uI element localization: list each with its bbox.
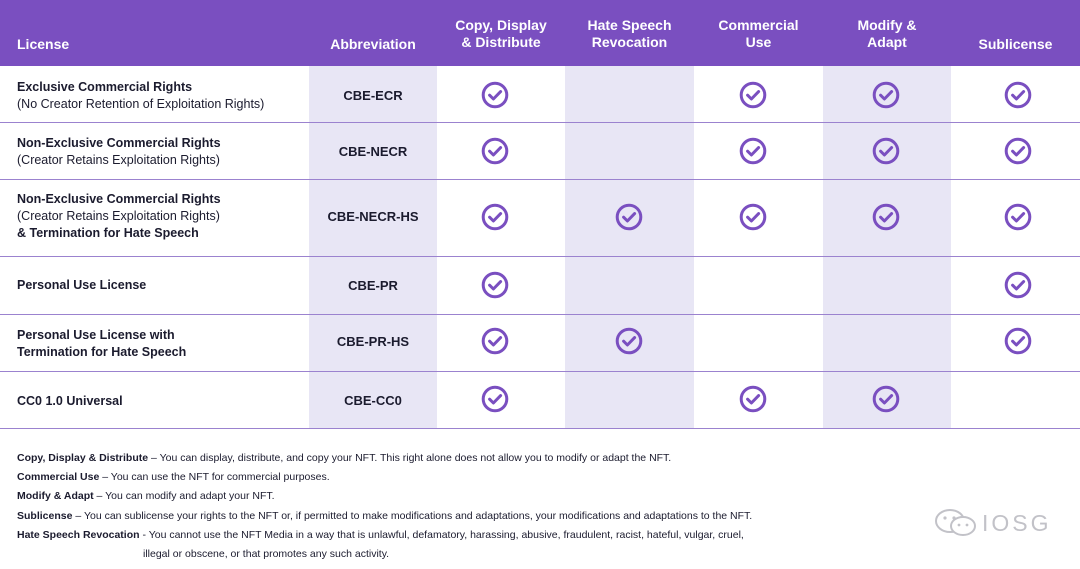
license-title: Personal Use License [17, 278, 147, 292]
check-circle-icon [481, 81, 509, 109]
legend-item [17, 471, 330, 484]
header-license: License [17, 36, 70, 52]
row-divider [0, 179, 1080, 180]
check-circle-icon [872, 203, 900, 231]
license-title: Non-Exclusive Commercial Rights [17, 136, 221, 150]
license-title: Personal Use License with [17, 328, 175, 342]
legend-text: – You can display, distribute, and copy your NFT. This right alone does not allow you to modify or adapt the NFT. [148, 452, 672, 464]
check-circle-icon [872, 385, 900, 413]
license-abbreviation: CBE-NECR [338, 144, 408, 159]
license-abbreviation: CBE-PR-HS [336, 334, 410, 349]
license-extra: & Termination for Hate Speech [17, 226, 199, 240]
legend-item [17, 490, 275, 503]
license-title: CC0 1.0 Universal [17, 394, 123, 408]
license-name [17, 277, 146, 294]
check-circle-icon [615, 327, 643, 355]
legend-continuation: illegal or obscene, or that promotes any such activity. [143, 548, 390, 560]
legend-text: – You can modify and adapt your NFT. [93, 490, 275, 502]
license-title: Non-Exclusive Commercial Rights [17, 192, 221, 206]
row-divider [0, 256, 1080, 257]
check-circle-icon [481, 327, 509, 355]
check-circle-icon [872, 81, 900, 109]
license-name [17, 79, 264, 113]
check-circle-icon [739, 137, 767, 165]
legend-term: Commercial Use [17, 471, 100, 483]
check-circle-icon [1004, 137, 1032, 165]
abbreviation-column-bg [309, 66, 437, 429]
header-sublicense: Sublicense [978, 36, 1053, 52]
check-circle-icon [615, 203, 643, 231]
header-abbreviation: Abbreviation [330, 36, 416, 52]
legend-item [17, 529, 744, 542]
check-circle-icon [481, 203, 509, 231]
header-copy-display: Copy, Display & Distribute [455, 17, 547, 50]
wechat-icon [934, 508, 978, 538]
license-name [17, 327, 186, 361]
modify-column-bg [823, 66, 951, 429]
header-commercial: Commercial Use [718, 17, 799, 50]
check-circle-icon [481, 137, 509, 165]
check-circle-icon [1004, 271, 1032, 299]
watermark-text: IOSG [982, 509, 1052, 536]
license-abbreviation: CBE-CC0 [344, 393, 402, 408]
license-abbreviation: CBE-NECR-HS [327, 209, 419, 224]
check-circle-icon [1004, 327, 1032, 355]
check-circle-icon [1004, 203, 1032, 231]
header-modify: Modify & Adapt [857, 17, 917, 50]
license-name [17, 393, 123, 410]
legend-item [17, 452, 671, 465]
header-hate-speech: Hate Speech Revocation [587, 17, 672, 50]
legend-text: - You cannot use the NFT Media in a way that is unlawful, defamatory, harassing, abusive, fraudulent, racist, hateful, vulgar, cruel, [139, 529, 744, 541]
license-name [17, 135, 221, 169]
license-extra: Termination for Hate Speech [17, 345, 187, 359]
check-circle-icon [1004, 81, 1032, 109]
license-name [17, 191, 221, 242]
row-divider [0, 371, 1080, 372]
check-circle-icon [481, 271, 509, 299]
legend-term: Modify & Adapt [17, 490, 94, 502]
check-circle-icon [872, 137, 900, 165]
row-divider [0, 428, 1080, 429]
table-header [0, 0, 1080, 66]
license-subtitle: (Creator Retains Exploitation Rights) [17, 209, 220, 223]
check-circle-icon [739, 203, 767, 231]
check-circle-icon [481, 385, 509, 413]
legend-text: – You can sublicense your rights to the NFT or, if permitted to make modifications and adaptations, your modifications and adaptations to the NFT. [72, 510, 753, 522]
check-circle-icon [739, 81, 767, 109]
license-abbreviation: CBE-PR [348, 278, 398, 293]
license-subtitle: (Creator Retains Exploitation Rights) [17, 153, 220, 167]
legend-text: – You can use the NFT for commercial purposes. [99, 471, 330, 483]
watermark [934, 508, 1052, 538]
legend-term: Copy, Display & Distribute [17, 452, 149, 464]
license-abbreviation: CBE-ECR [343, 88, 403, 103]
row-divider [0, 122, 1080, 123]
legend-item [17, 510, 752, 523]
hate-speech-column-bg [565, 66, 694, 429]
legend-term: Sublicense [17, 510, 73, 522]
row-divider [0, 314, 1080, 315]
license-subtitle: (No Creator Retention of Exploitation Rights) [17, 97, 265, 111]
check-circle-icon [739, 385, 767, 413]
license-title: Exclusive Commercial Rights [17, 80, 193, 94]
legend-term: Hate Speech Revocation [17, 529, 140, 541]
